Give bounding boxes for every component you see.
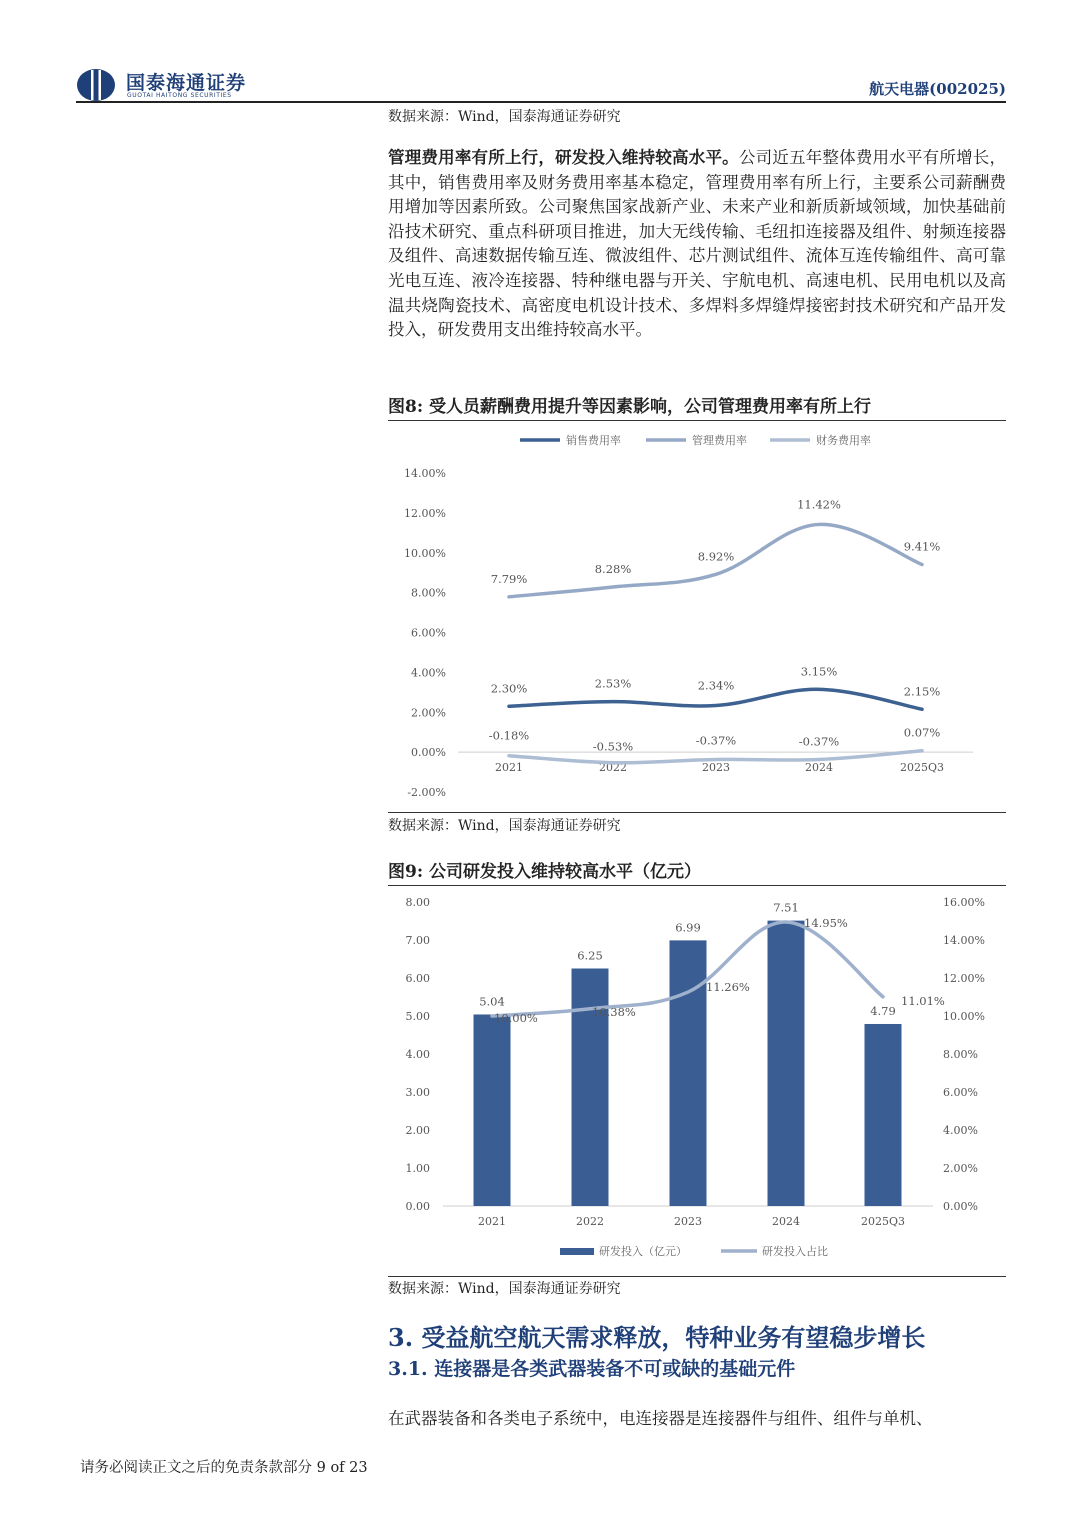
fig9-right-tick-label: 0.00%	[943, 1200, 978, 1213]
fig9-left-tick-label: 3.00	[405, 1086, 430, 1099]
fig8-data-label: 8.92%	[697, 549, 735, 564]
fig8-data-label: 11.42%	[797, 497, 841, 512]
fig9-bar-label: 6.99	[675, 920, 701, 935]
fig8-data-label: -0.37%	[695, 733, 737, 748]
fig8-data-label: 7.79%	[490, 571, 528, 586]
fig9-right-tick-label: 4.00%	[943, 1124, 978, 1137]
fig9-bar	[865, 1024, 902, 1206]
page-header	[76, 66, 1006, 106]
fig8-data-label: 2.34%	[697, 678, 735, 693]
fig8-y-tick-label: -2.00%	[407, 786, 446, 799]
fig8-legend-label: 管理费用率	[692, 434, 747, 447]
section-heading-3: 3. 受益航空航天需求释放，特种业务有望稳步增长	[388, 1323, 926, 1352]
fig9-left-tick-label: 1.00	[405, 1162, 430, 1175]
fig9-ratio-label: 11.26%	[706, 980, 750, 995]
fig8-x-tick-label: 2021	[495, 761, 523, 775]
fig9-left-tick-label: 2.00	[405, 1124, 430, 1137]
fig9-bottom-divider	[388, 1276, 1006, 1277]
fig8-legend-label: 销售费用率	[566, 434, 621, 447]
fig8-y-tick-label: 12.00%	[404, 506, 446, 520]
fig9-right-tick-label: 10.00%	[943, 1010, 985, 1023]
fig8-data-label: 0.07%	[903, 725, 941, 740]
fig8-line-chart	[388, 420, 1006, 810]
fig9-left-tick-label: 7.00	[405, 934, 430, 947]
fig9-right-tick-label: 14.00%	[943, 934, 985, 947]
fig9-ratio-label: 11.01%	[901, 993, 945, 1008]
fig8-data-label: 9.41%	[903, 539, 941, 554]
fig8-y-tick-label: 10.00%	[404, 546, 446, 560]
fig9-source: 数据来源：Wind，国泰海通证券研究	[388, 1281, 621, 1297]
fig8-data-label: 2.15%	[903, 684, 941, 699]
paragraph-body: 公司近五年整体费用水平有所增长，其中，销售费用率及财务费用率基本稳定，管理费用率有所上行，主要系公司薪酬费用增加等因素所致。公司聚焦国家战新产业、未来产业和新质新域领域，加快基础前沿技术研究、重点科研项目推进，加大无线传输、毛纽扣连接器及组件、射频连接器及组件、高速数据传输互连、微波组件、芯片测试组件、流体互连传输组件、高可靠光电互连、液冷连接器、特种继电器与开关、宇航电机、高速电机、民用电机以及高温共烧陶瓷技术、高密度电机设计技术、多焊料多焊缝焊接密封技术研究和产品开发投入，研发费用支出维持较高水平。	[388, 148, 1007, 340]
fig9-bar-line-chart	[388, 885, 1006, 1273]
fig8-y-tick-label: 8.00%	[411, 586, 446, 600]
fig8-legend-label: 财务费用率	[816, 434, 871, 447]
fig9-bar	[670, 940, 707, 1206]
fig8-data-label: -0.18%	[488, 728, 530, 743]
fig9-bar-label: 5.04	[479, 994, 505, 1009]
fig9-left-tick-label: 8.00	[405, 896, 430, 909]
fig8-source: 数据来源：Wind，国泰海通证券研究	[388, 818, 621, 834]
fig9-left-tick-label: 4.00	[405, 1048, 430, 1061]
fig9-bar-label: 7.51	[773, 900, 799, 915]
fig8-y-tick-label: 0.00%	[411, 746, 446, 760]
fig8-data-label: 2.53%	[594, 676, 632, 691]
fig8-x-tick-label: 2025Q3	[899, 761, 945, 775]
fig8-data-label: 2.30%	[490, 681, 528, 696]
fig9-ratio-label: 10.00%	[494, 1011, 538, 1025]
section-heading-3-1: 3.1. 连接器是各类武器装备不可或缺的基础元件	[388, 1358, 796, 1380]
stock-title: 航天电器(002025)	[869, 80, 1006, 98]
page-footer: 请务必阅读正文之后的免责条款部分 9 of 23	[80, 1460, 368, 1476]
logo-text-en: GUOTAI HAITONG SECURITIES	[127, 92, 232, 99]
fig9-bar	[474, 1014, 511, 1206]
fig9-left-tick-label: 0.00	[405, 1200, 430, 1213]
fig8-data-label: -0.37%	[798, 734, 840, 749]
fig9-right-tick-label: 2.00%	[943, 1162, 978, 1175]
fig8-y-tick-label: 6.00%	[411, 626, 446, 640]
fig8-y-tick-label: 14.00%	[404, 467, 446, 480]
source-note-top: 数据来源：Wind，国泰海通证券研究	[388, 109, 621, 125]
fig9-ratio-label: 14.95%	[804, 915, 848, 930]
fig8-x-tick-label: 2023	[702, 761, 730, 775]
fig8-data-label: 8.28%	[594, 562, 632, 577]
fig9-bar	[768, 921, 805, 1206]
fig9-right-tick-label: 6.00%	[943, 1086, 978, 1099]
fig9-x-tick-label: 2022	[576, 1215, 604, 1228]
fig8-data-label: 3.15%	[800, 664, 838, 679]
section-text: 在武器装备和各类电子系统中，电连接器是连接器件与组件、组件与单机、	[388, 1409, 933, 1428]
fig9-right-tick-label: 16.00%	[943, 896, 985, 909]
fig9-x-tick-label: 2023	[674, 1215, 702, 1228]
fig9-x-tick-label: 2024	[772, 1215, 800, 1228]
fig8-title: 图8: 受人员薪酬费用提升等因素影响，公司管理费用率有所上行	[388, 392, 1006, 421]
fig8-y-tick-label: 2.00%	[411, 706, 446, 720]
fig9-bar-label: 4.79	[870, 1003, 896, 1018]
fig9-right-tick-label: 12.00%	[943, 972, 985, 985]
fig9-title: 图9: 公司研发投入维持较高水平（亿元）	[388, 857, 1006, 886]
fig8-x-tick-label: 2024	[805, 761, 833, 775]
fig9-left-tick-label: 6.00	[405, 972, 430, 985]
fig9-x-tick-label: 2025Q3	[860, 1215, 906, 1228]
fig8-bottom-divider	[388, 812, 1006, 813]
company-logo	[76, 68, 276, 102]
fig9-legend-line-label: 研发投入占比	[762, 1245, 828, 1258]
fig9-left-tick-label: 5.00	[405, 1010, 430, 1023]
fig8-y-tick-label: 4.00%	[411, 666, 446, 680]
fig9-x-tick-label: 2021	[478, 1215, 506, 1228]
fig9-bar-label: 6.25	[577, 948, 603, 963]
fig9-ratio-label: 10.38%	[592, 1004, 636, 1019]
fig9-legend-bar-swatch	[560, 1248, 594, 1255]
body-paragraph	[388, 146, 1006, 343]
logo-text-cn: 国泰海通证券	[126, 72, 247, 94]
fig8-x-tick-label: 2022	[599, 761, 627, 775]
fig9-right-tick-label: 8.00%	[943, 1048, 978, 1061]
fig8-data-label: -0.53%	[592, 739, 634, 754]
header-divider	[76, 101, 1006, 103]
fig9-legend-bar-label: 研发投入（亿元）	[599, 1245, 687, 1258]
paragraph-lead: 管理费用率有所上行，研发投入维持较高水平。	[388, 148, 739, 167]
logo-mark-icon	[76, 68, 116, 102]
